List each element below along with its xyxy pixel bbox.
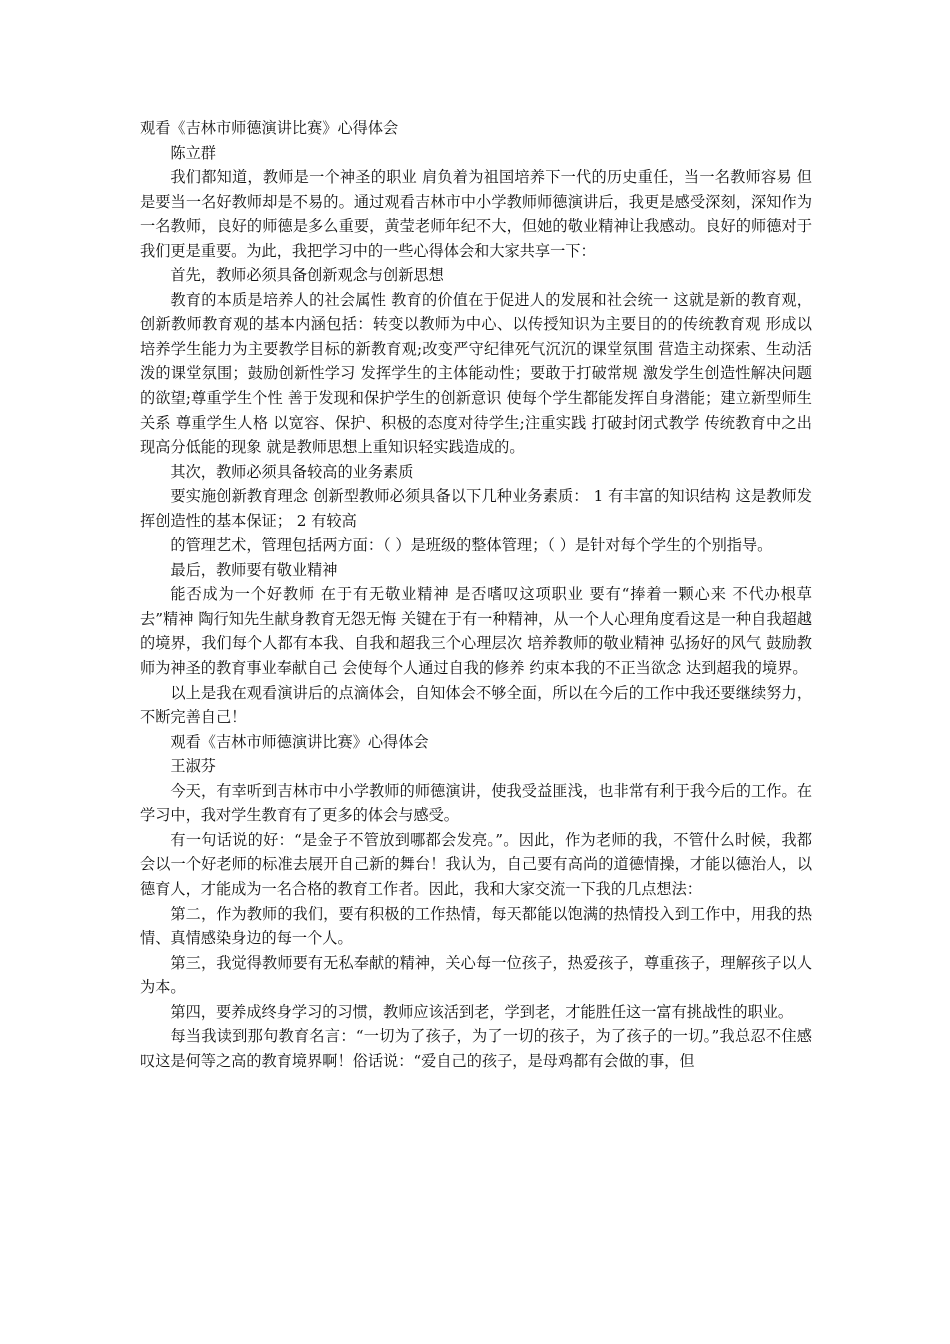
article-2-paragraph: 第四，要养成终身学习的习惯，教师应该活到老，学到老，才能胜任这一富有挑战性的职业。 — [170, 1002, 794, 1021]
article-2-paragraph: 今天，有幸听到吉林市中小学教师的师德演讲，使我受益匪浅，也非常有利于我今后的工作。在学习中，我对学生教育有了更多的体会与感受。 — [140, 781, 812, 825]
article-1-author: 陈立群 — [170, 143, 216, 162]
article-1-paragraph: 的管理艺术，管理包括两方面：（ ）是班级的整体管理；（ ）是针对每个学生的个别指导。 — [170, 536, 773, 555]
article-1-paragraph: 能否成为一个好教师 在于有无敬业精神 是否嗜叹这项职业 要有“捧着一颗心来 不代办根草去”精神 陶行知先生献身教育无怨无悔 关键在于有一种精神，从一个人心理角度看这是一种自我超越的境界，我们每个人都有本我、自我和超我三个心理层次 培养教师的敬业精神 弘扬好的风气 鼓励教师为神圣的教育事业奉献自己 会使每个人通过自我的修养 约束本我的不正当欲念 达到超我的境界。 — [140, 585, 812, 678]
document-page — [140, 116, 812, 1073]
article-1-paragraph: 教育的本质是培养人的社会属性 教育的价值在于促进人的发展和社会统一 这就是新的教育观，创新教师教育观的基本内涵包括：转变以教师为中心、以传授知识为主要目的的传统教育观 形成以培养学生能力为主要教学目标的新教育观;改变严守纪律死气沉沉的课堂氛围 营造主动探索、生动活泼的课堂氛围；鼓励创新性学习 发挥学生的主体能动性；要敢于打破常规 激发学生创造性解决问题的欲望;尊重学生个性 善于发现和保护学生的创新意识 使每个学生都能发挥自身潜能；建立新型师生关系 尊重学生人格 以宽容、保护、积极的态度对待学生;注重实践 打破封闭式教学 传统教育中之出现高分低能的现象 就是教师思想上重知识轻实践造成的。 — [140, 290, 812, 457]
article-2-title: 观看《吉林市师德演讲比赛》心得体会 — [170, 732, 429, 751]
article-1-paragraph: 以上是我在观看演讲后的点滴体会，自知体会不够全面，所以在今后的工作中我还要继续努力，不断完善自己！ — [140, 683, 812, 727]
article-1-paragraph: 我们都知道，教师是一个神圣的职业 肩负着为祖国培养下一代的历史重任，当一名教师容易 但是要当一名好教师却是不易的。通过观看吉林市中小学教师师德演讲后，我更是感受深刻，深知作为一名教师，良好的师德是多么重要，黄莹老师年纪不大，但她的敬业精神让我感动。良好的师德对于我们更是重要。为此，我把学习中的一些心得体会和大家共享一下： — [140, 168, 812, 260]
article-2-paragraph: 第二，作为教师的我们，要有积极的工作热情，每天都能以饱满的热情投入到工作中，用我的热情、真情感染身边的每一个人。 — [140, 904, 812, 948]
article-2-paragraph: 每当我读到那句教育名言：“一切为了孩子，为了一切的孩子，为了孩子的一切。”我总忍不住感叹这是何等之高的教育境界啊！俗话说：“爱自己的孩子，是母鸡都有会做的事，但 — [140, 1027, 812, 1070]
article-2-author: 王淑芬 — [170, 757, 216, 776]
article-2-paragraph: 第三，我觉得教师要有无私奉献的精神，关心每一位孩子，热爱孩子，尊重孩子，理解孩子以人为本。 — [140, 953, 812, 997]
article-2-paragraph: 有一句话说的好：“是金子不管放到哪都会发亮。”。因此，作为老师的我，不管什么时候，我都会以一个好老师的标准去展开自己新的舞台！我认为，自己要有高尚的道德情操，才能以德治人，以德育人，才能成为一名合格的教育工作者。因此，我和大家交流一下我的几点想法： — [140, 830, 812, 898]
article-1-paragraph: 要实施创新教育理念 创新型教师必须具备以下几种业务素质： 1 有丰富的知识结构 这是教师发挥创造性的基本保证； 2 有较高 — [140, 487, 812, 530]
article-1-title: 观看《吉林市师德演讲比赛》心得体会 — [140, 119, 399, 137]
article-1-heading-last: 最后，教师要有敬业精神 — [170, 560, 338, 579]
article-1-heading-first: 首先，教师必须具备创新观念与创新思想 — [170, 266, 444, 285]
article-1-heading-second: 其次，教师必须具备较高的业务素质 — [170, 462, 414, 481]
